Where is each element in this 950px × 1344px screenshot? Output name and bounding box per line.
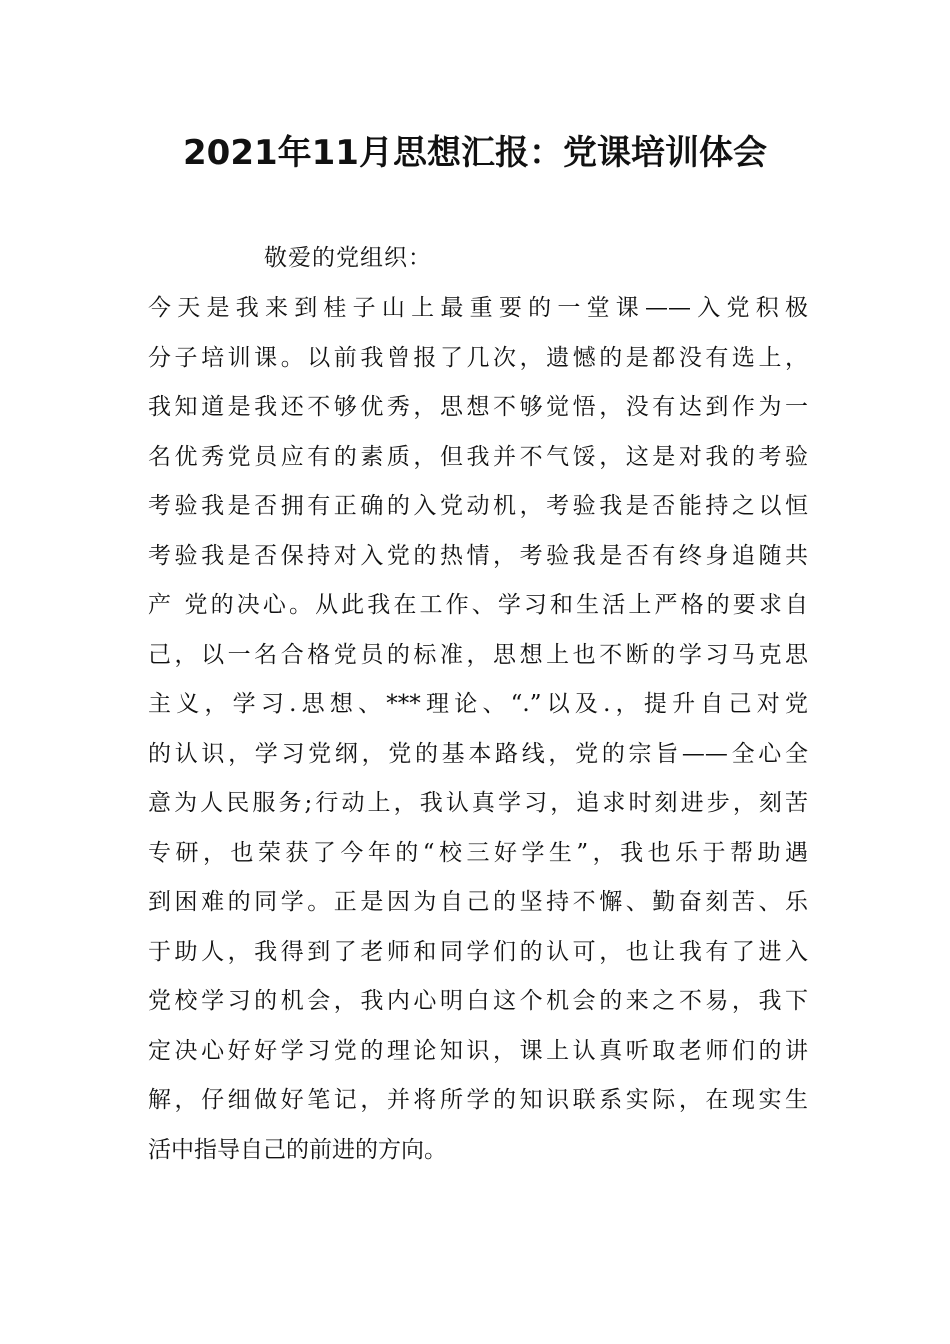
body-line: 解，仔细做好笔记，并将所学的知识联系实际，在现实生 <box>148 1087 808 1113</box>
body-line: 定决心好好学习党的理论知识，课上认真听取老师们的讲 <box>148 1037 808 1064</box>
body-line: 产 党的决心。从此我在工作、学习和生活上严格的要求自 <box>148 592 808 618</box>
body-line: 己，以一名合格党员的标准，思想上也不断的学习马克思 <box>148 641 808 668</box>
body-line: 考验我是否拥有正确的入党动机，考验我是否能持之以恒 <box>148 493 808 519</box>
body-line: 到困难的同学。正是因为自己的坚持不懈、勤奋刻苦、乐 <box>148 889 808 915</box>
body-line: 于助人，我得到了老师和同学们的认可，也让我有了进入 <box>148 938 808 965</box>
salutation: 敬爱的党组织： <box>264 245 432 271</box>
body-line: 分子培训课。以前我曾报了几次，遗憾的是都没有选上， <box>148 344 808 371</box>
body-line: 的认识，学习党纲，党的基本路线，党的宗旨——全心全 <box>148 740 808 767</box>
body-line: 主义，学习.思想、***理论、“.”以及.，提升自己对党 <box>148 691 808 717</box>
document-title: 2021年11月思想汇报：党课培训体会 <box>183 133 767 173</box>
body-line: 今天是我来到桂子山上最重要的一堂课——入党积极 <box>148 295 808 321</box>
body-line: 我知道是我还不够优秀，思想不够觉悟，没有达到作为一 <box>148 394 808 420</box>
body-line: 党校学习的机会，我内心明白这个机会的来之不易，我下 <box>148 988 808 1014</box>
body-line: 考验我是否保持对入党的热情，考验我是否有终身追随共 <box>148 542 808 569</box>
body-line: 专研，也荣获了今年的“校三好学生”，我也乐于帮助遇 <box>148 839 808 866</box>
body-line: 名优秀党员应有的素质，但我并不气馁，这是对我的考验 <box>148 443 808 470</box>
body-line: 活中指导自己的前进的方向。 <box>148 1136 447 1163</box>
body-text <box>148 288 808 1179</box>
body-line: 意为人民服务;行动上，我认真学习，追求时刻进步，刻苦 <box>148 790 808 816</box>
